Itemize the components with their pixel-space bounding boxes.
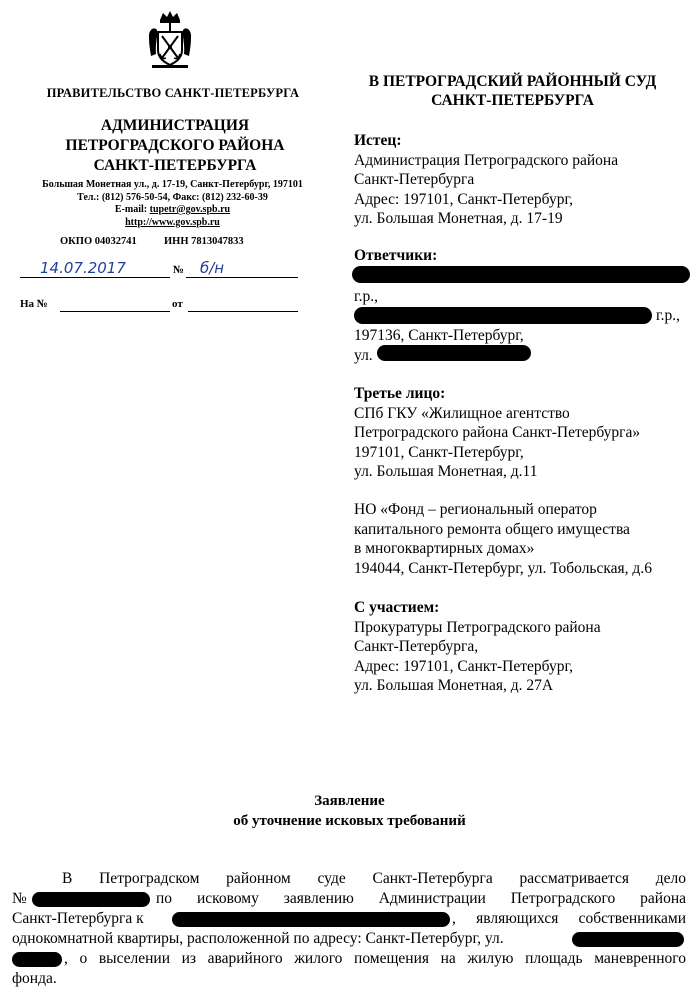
date-handwritten: 14.07.2017 [40, 259, 126, 277]
title-line-2: об уточнение исковых требований [233, 813, 466, 829]
participation-line-4: ул. Большая Монетная, д. 27А [354, 677, 554, 694]
body-line-6: фонда. [12, 970, 57, 987]
email-link[interactable]: tupetr@gov.spb.ru [149, 204, 231, 215]
court-name [340, 72, 685, 110]
ref-line [60, 311, 170, 312]
body-line-1: В Петроградском районном суде Санкт-Петербурга рассматривается дело [62, 870, 686, 887]
plaintiff-block [354, 131, 699, 229]
fund-line-1: НО «Фонд – региональный оператор [354, 501, 597, 518]
body-line-2 [12, 889, 686, 909]
body-line-3 [12, 909, 686, 929]
from-line [188, 311, 298, 312]
fund-line-2: капитального ремонта общего имущества [354, 520, 630, 538]
plaintiff-line-1: Администрация Петроградского района [354, 151, 619, 169]
from-label: от [172, 298, 183, 310]
case-number-label: № [12, 890, 27, 907]
body-line-5-text: , о выселении из аварийного жилого помещения на жилую площадь маневренного [64, 950, 686, 967]
admin-phone: Тел.: (812) 576-50-54, Факс: (812) 232-60-39 [77, 191, 268, 203]
defendants-city: 197136, Санкт-Петербург, [354, 327, 524, 344]
participation-line-2: Санкт-Петербурга, [354, 638, 479, 655]
body-line-4-text: однокомнатной квартиры, расположенной по адресу: Санкт-Петербург, ул. [12, 930, 504, 947]
coat-of-arms-icon [146, 10, 194, 70]
admin-line-2: ПЕТРОГРАДСКОГО РАЙОНА [65, 137, 285, 154]
date-line [20, 277, 170, 278]
third-party-line-4: ул. Большая Монетная, д.11 [354, 463, 538, 480]
third-party-line-2: Петроградского района Санкт-Петербурга» [354, 424, 641, 441]
number-line [186, 277, 298, 278]
email-label: E-mail: [114, 204, 150, 215]
admin-email-row [20, 204, 325, 217]
okpo-code: ОКПО 04032741 [60, 236, 137, 247]
admin-line-1: АДМИНИСТРАЦИЯ [100, 117, 250, 134]
document-title [0, 791, 699, 831]
third-party-line-3: 197101, Санкт-Петербург, [354, 443, 524, 461]
redaction-mark [572, 932, 684, 947]
number-handwritten: б/н [200, 259, 225, 277]
defendants-heading: Ответчики: [354, 247, 438, 264]
defendants-street: ул. [354, 347, 373, 364]
defendants-gr-2: г.р., [656, 307, 680, 324]
title-line-1: Заявление [314, 793, 385, 809]
third-party-heading: Третье лицо: [354, 385, 446, 402]
court-line-1: В ПЕТРОГРАДСКИЙ РАЙОННЫЙ СУД [368, 73, 657, 90]
number-label: № [173, 264, 185, 276]
plaintiff-heading: Истец: [354, 132, 402, 149]
plaintiff-line-4: ул. Большая Монетная, д. 17-19 [354, 210, 563, 227]
website-row [20, 217, 325, 230]
participation-line-3: Адрес: 197101, Санкт-Петербург, [354, 657, 573, 675]
government-name: ПРАВИТЕЛЬСТВО САНКТ-ПЕТЕРБУРГА [46, 86, 300, 100]
fund-block [354, 500, 699, 578]
court-line-2: САНКТ-ПЕТЕРБУРГА [431, 92, 594, 109]
admin-address: Большая Монетная ул., д. 17-19, Санкт-Петербург, 197101 [42, 179, 303, 190]
participation-line-1: Прокуратуры Петроградского района [354, 618, 601, 636]
redaction-mark [12, 952, 62, 967]
ref-label: На № [20, 298, 48, 310]
administration-name [40, 116, 310, 176]
redaction-mark [354, 307, 652, 324]
redaction-mark [32, 892, 150, 907]
participation-block [354, 598, 699, 696]
body-paragraph [12, 869, 686, 989]
participation-heading: С участием: [354, 599, 440, 616]
inn-code: ИНН 7813047833 [164, 236, 244, 247]
contact-info [20, 179, 325, 229]
registry-codes [60, 236, 300, 247]
plaintiff-line-2: Санкт-Петербурга [354, 171, 475, 188]
admin-line-3: САНКТ-ПЕТЕРБУРГА [93, 157, 257, 174]
body-line-3-end: , являющихся собственниками [452, 910, 686, 927]
website-link[interactable]: http://www.gov.spb.ru [125, 216, 220, 228]
redaction-mark [352, 266, 690, 283]
third-party-line-1: СПб ГКУ «Жилищное агентство [354, 404, 570, 422]
defendants-gr-1: г.р., [354, 288, 378, 305]
third-party-block [354, 384, 699, 482]
fund-line-4: 194044, Санкт-Петербург, ул. Тобольская, д.6 [354, 559, 652, 577]
body-line-2-text: по исковому заявлению Администрации Петроградского района [156, 890, 686, 907]
body-line-4 [12, 929, 686, 949]
plaintiff-line-3: Адрес: 197101, Санкт-Петербург, [354, 190, 573, 208]
body-line-3-start: Санкт-Петербурга к [12, 910, 144, 927]
body-line-5 [12, 949, 686, 969]
redaction-mark [172, 912, 450, 927]
fund-line-3: в многоквартирных домах» [354, 540, 535, 557]
redaction-mark [377, 345, 531, 361]
